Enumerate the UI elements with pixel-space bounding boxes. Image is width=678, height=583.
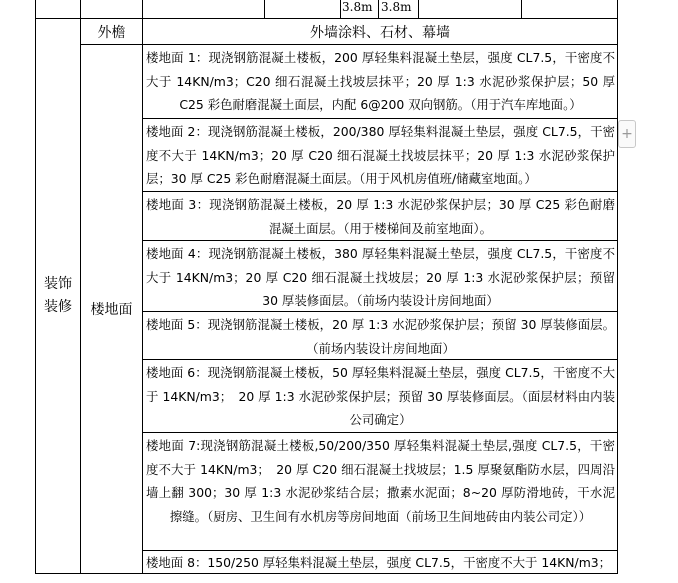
category-cell: 装饰装修 — [44, 276, 72, 315]
floor-spec-3: 楼地面 3：现浇钢筋混凝土楼板，20 厚 1:3 水泥砂浆保护层；30 厚 C25 彩色耐磨混凝土面层。（用于楼梯间及前室地面）。 — [146, 197, 615, 236]
floor-spec-1: 楼地面 1：现浇钢筋混凝土楼板，200 厚轻集料混凝土垫层，强度 CL7.5，干密度不大于 14KN/m3；C20 细石混凝土找坡层抹平；20 厚 1:3 水泥砂浆保护层；50 厚 C25 彩色耐磨混凝土面层，内配 6@200 双向钢筋。（用于汽车库地面。） — [146, 50, 615, 112]
divider — [142, 0, 143, 18]
exterior-content: 外墙涂料、石材、幕墙 — [310, 24, 450, 41]
divider — [378, 0, 379, 18]
spec-table — [35, 0, 618, 574]
top-value: 3.8m — [342, 0, 373, 14]
floor-spec-4: 楼地面 4：现浇钢筋混凝土楼板，380 厚轻集料混凝土垫层，强度 CL7.5，干密度不大于 14KN/m3；20 厚 C20 细石混凝土找坡层；20 厚 1:3 水泥砂浆保护层；预留 30 厚装修面层。（前场内装设计房间地面） — [146, 246, 615, 308]
divider — [340, 0, 341, 18]
floor-spec-2: 楼地面 2：现浇钢筋混凝土楼板，200/380 厚轻集料混凝土垫层，强度 CL7.5，干密度不大于 14KN/m3；20 厚 C20 细石混凝土找坡层抹平；20 厚 1:3 水泥砂浆保护层；30 厚 C25 彩色耐磨混凝土面层。（用于风机房值班/储藏室地面。） — [146, 124, 615, 186]
top-value: 3.8m — [381, 0, 412, 14]
divider — [418, 0, 419, 18]
floor-spec-5: 楼地面 5：现浇钢筋混凝土楼板，20 厚 1:3 水泥砂浆保护层；预留 30 厚装修面层。（前场内装设计房间地面） — [146, 317, 615, 356]
row-label-floor: 楼地面 — [90, 302, 133, 318]
divider — [80, 0, 81, 18]
floor-spec-8: 楼地面 8：150/250 厚轻集料混凝土垫层，强度 CL7.5，干密度不大于 14KN/m3； — [146, 555, 612, 570]
add-row-button[interactable]: + — [618, 120, 636, 148]
divider — [264, 0, 265, 18]
row-label-exterior: 外檐 — [97, 24, 126, 41]
floor-spec-7: 楼地面 7:现浇钢筋混凝土楼板,50/200/350 厚轻集料混凝土垫层,强度 CL7.5，干密度不大于 14KN/m3； 20 厚 C20 细石混凝土找坡层；1.5 厚聚氨酯防水层，四周沿墙上翻 300；30 厚 1:3 水泥砂浆结合层；撒素水泥面；8~20 厚防滑地砖，干水泥擦缝。（厨房、卫生间有水机房等房间地面（前场卫生间地砖由内装公司定）） — [146, 438, 615, 524]
floor-spec-6: 楼地面 6：现浇钢筋混凝土楼板，50 厚轻集料混凝土垫层，强度 CL7.5，干密度不大于 14KN/m3； 20 厚 1:3 水泥砂浆保护层；预留 30 厚装修面层。（面层材料由内装公司确定） — [146, 365, 615, 427]
divider — [521, 0, 522, 18]
